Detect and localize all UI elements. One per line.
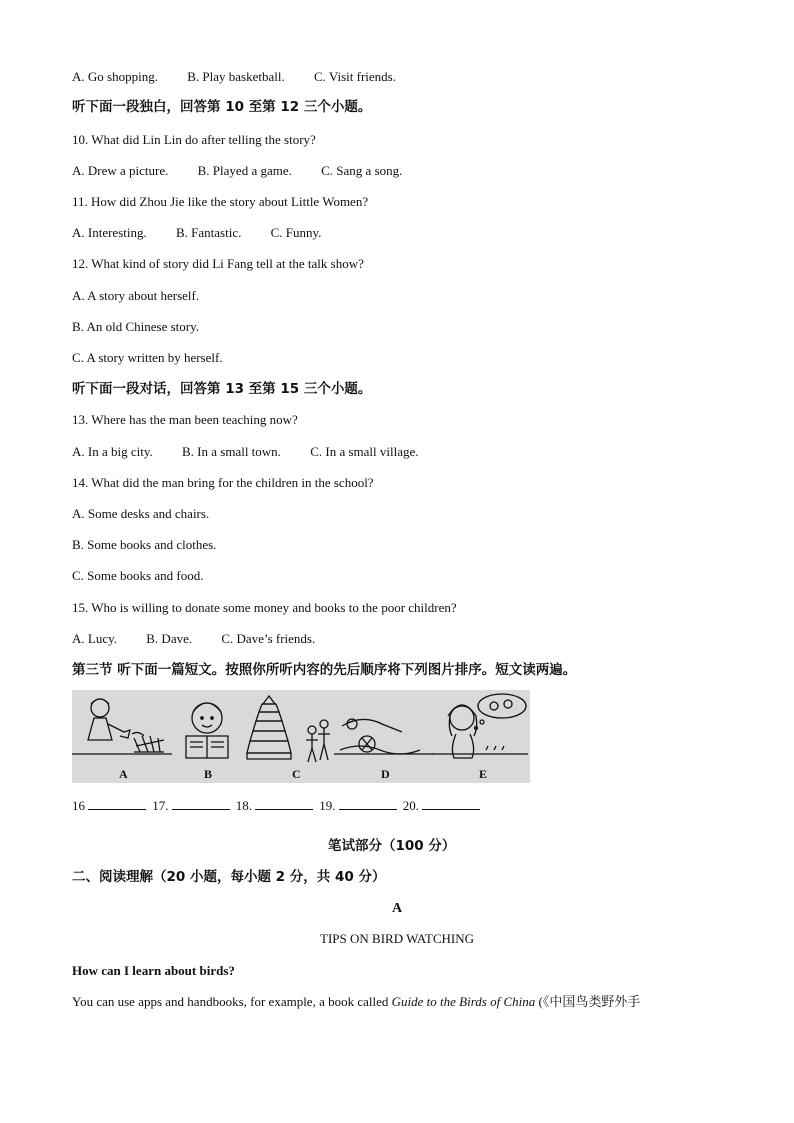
- q15-option-c: C. Dave’s friends.: [221, 631, 316, 646]
- picture-e-girl-thinking-icon: [432, 694, 528, 758]
- answer-blank-19[interactable]: [339, 797, 397, 810]
- picture-b-boy-reading-icon: [186, 703, 228, 758]
- picture-label-b: B: [204, 767, 213, 781]
- q12-option-b: B. An old Chinese story.: [72, 319, 199, 334]
- q15-options: [72, 631, 341, 647]
- q9-options: [72, 69, 422, 85]
- question-15: 15. Who is willing to donate some money and books to the poor children?: [72, 600, 457, 615]
- question-11: 11. How did Zhou Jie like the story about Little Women?: [72, 194, 369, 209]
- answer-blank-20[interactable]: [422, 797, 480, 810]
- reading-section-heading: 二、阅读理解（20 小题，每小题 2 分，共 40 分）: [72, 869, 386, 885]
- q13-option-b: B. In a small town.: [182, 444, 281, 459]
- q11-option-b: B. Fantastic.: [175, 225, 242, 240]
- q13-options: [72, 444, 445, 460]
- passage-letter: A: [391, 901, 403, 916]
- q12-option-a: A. A story about herself.: [72, 288, 200, 303]
- question-14: 14. What did the man bring for the children in the school?: [72, 475, 374, 490]
- book-title: Guide to the Birds of China: [391, 994, 536, 1009]
- question-10: 10. What did Lin Lin do after telling the story?: [72, 132, 316, 147]
- q14-option-a: A. Some desks and chairs.: [72, 506, 210, 521]
- picture-label-a: A: [119, 767, 128, 781]
- picture-label-c: C: [292, 767, 301, 781]
- picture-label-d: D: [381, 767, 390, 781]
- picture-illustrations: [72, 690, 530, 783]
- blank-label-19: 19.: [319, 798, 336, 813]
- blank-label-18: 18.: [235, 798, 252, 813]
- blank-label-20: 20.: [402, 798, 419, 813]
- q15-option-a: A. Lucy.: [72, 631, 118, 646]
- answer-blanks: [72, 797, 483, 814]
- picture-a-girl-watering-icon: [72, 699, 172, 754]
- q10-option-a: A. Drew a picture.: [72, 163, 169, 178]
- passage-subheading: How can I learn about birds?: [72, 963, 235, 978]
- q9-option-a: A. Go shopping.: [72, 69, 158, 84]
- question-13: 13. Where has the man been teaching now?: [72, 412, 298, 427]
- q13-option-c: C. In a small village.: [310, 444, 419, 459]
- blank-label-17: 17.: [152, 798, 169, 813]
- picture-d-swimmer-icon: [334, 719, 434, 754]
- passage-body-line: [72, 994, 640, 1010]
- picture-c-pagoda-icon: [247, 696, 330, 762]
- blank-label-16: 16: [72, 798, 85, 813]
- q11-option-c: C. Funny.: [270, 225, 322, 240]
- answer-blank-16[interactable]: [88, 797, 146, 810]
- written-part-heading: 笔试部分（100 分）: [328, 838, 456, 854]
- section-heading-13-15: 听下面一段对话，回答第 13 至第 15 三个小题。: [72, 381, 372, 397]
- q12-option-c: C. A story written by herself.: [72, 350, 223, 365]
- body-text-end: (《中国鸟类野外手: [535, 994, 641, 1009]
- q14-option-b: B. Some books and clothes.: [72, 537, 217, 552]
- q11-option-a: A. Interesting.: [72, 225, 147, 240]
- picture-strip: [72, 690, 530, 783]
- q10-option-c: C. Sang a song.: [321, 163, 403, 178]
- q14-option-c: C. Some books and food.: [72, 568, 204, 583]
- q9-option-c: C. Visit friends.: [313, 69, 396, 84]
- section-heading-10-12: 听下面一段独白，回答第 10 至第 12 三个小题。: [72, 99, 372, 115]
- q10-options: [72, 163, 428, 179]
- picture-label-e: E: [479, 767, 488, 781]
- q13-option-a: A. In a big city.: [72, 444, 153, 459]
- body-text-start: You can use apps and handbooks, for example, a book called: [72, 994, 392, 1009]
- q9-option-b: B. Play basketball.: [187, 69, 285, 84]
- passage-title: TIPS ON BIRD WATCHING: [320, 931, 474, 946]
- question-12: 12. What kind of story did Li Fang tell at the talk show?: [72, 256, 364, 271]
- answer-blank-17[interactable]: [172, 797, 230, 810]
- section3-heading: 第三节 听下面一篇短文。按照你所听内容的先后顺序将下列图片排序。短文读两遍。: [72, 662, 577, 678]
- q11-options: [72, 225, 347, 241]
- q15-option-b: B. Dave.: [146, 631, 193, 646]
- answer-blank-18[interactable]: [255, 797, 313, 810]
- q10-option-b: B. Played a game.: [197, 163, 292, 178]
